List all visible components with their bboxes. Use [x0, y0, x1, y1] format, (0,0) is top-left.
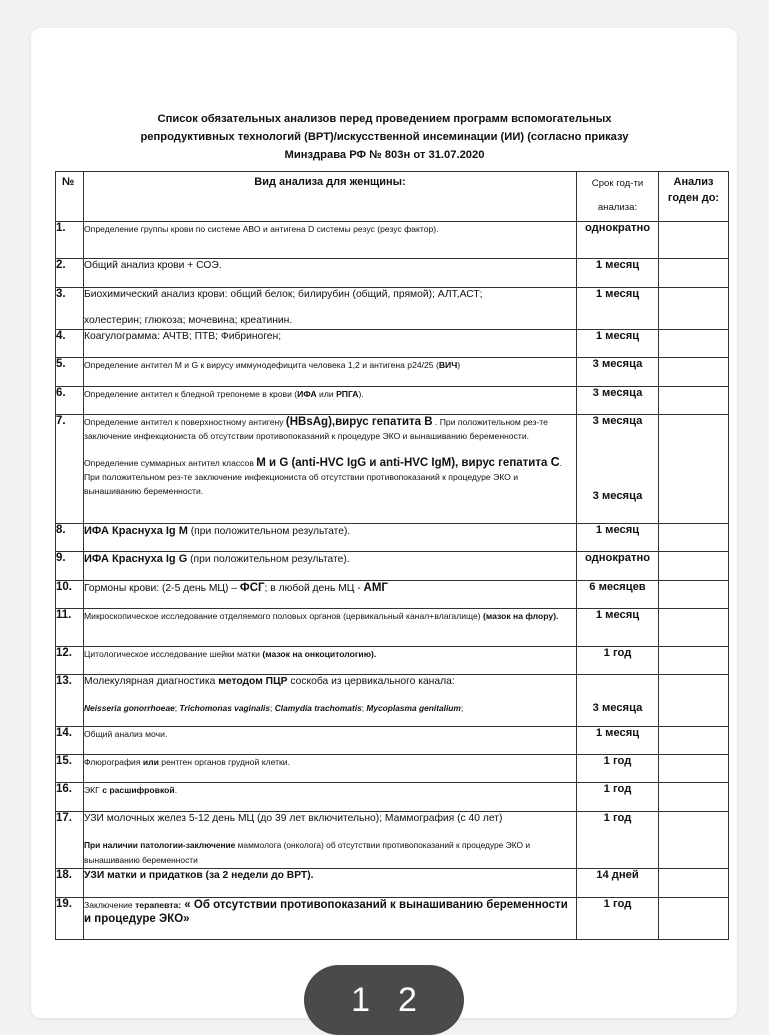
text-run: Общий анализ мочи. — [84, 729, 168, 739]
validity-period — [577, 812, 659, 869]
description-paragraph — [84, 524, 576, 539]
row-number: 13. — [56, 675, 84, 727]
header-valid-line-1: Анализ — [673, 176, 714, 188]
header-desc: Вид анализа для женщины: — [84, 172, 577, 222]
valid-until-cell[interactable] — [659, 647, 729, 675]
validity-period-value: 1 год — [603, 898, 632, 910]
analysis-description — [84, 222, 577, 259]
text-run: УЗИ матки и придатков (за 2 недели до ВРТ). — [84, 870, 314, 881]
text-run: ФСГ — [239, 582, 265, 594]
table-row — [56, 259, 729, 288]
row-number: 16. — [56, 783, 84, 812]
analysis-description — [84, 647, 577, 675]
text-run: Биохимический анализ крови: общий белок; билирубин (общий, прямой); АЛТ,АСТ; — [84, 289, 483, 300]
validity-period-value: 3 месяца — [592, 490, 643, 502]
page-indicator[interactable] — [304, 965, 464, 1035]
validity-period — [577, 869, 659, 898]
row-number: 10. — [56, 581, 84, 609]
text-run: УЗИ молочных желез 5-12 день МЦ (до 39 лет включительно); Маммография (с 40 лет) — [84, 813, 503, 824]
valid-until-cell[interactable] — [659, 783, 729, 812]
validity-period-value: 1 месяц — [595, 288, 640, 300]
validity-period — [577, 259, 659, 288]
text-run: С — [550, 455, 560, 469]
table-row — [56, 415, 729, 524]
text-run: ИФА Краснуха Ig M — [84, 525, 188, 537]
text-run: ; — [361, 703, 367, 713]
valid-until-cell[interactable] — [659, 524, 729, 552]
text-run: . При положительном рез-те заключение инфекциониста об отсутствии противопоказаний к процедуре ЭКО и вынашиванию беременности. — [84, 458, 563, 496]
text-run: ; — [270, 703, 275, 713]
description-paragraph — [84, 898, 576, 926]
validity-period-value: однократно — [584, 222, 651, 234]
description-paragraph — [84, 727, 576, 741]
table-header-row — [56, 172, 729, 222]
header-term — [577, 172, 659, 222]
text-run: Микроскопическое исследование отделяемого половых органов (цервикальный канал+влагалище) — [84, 611, 484, 621]
document-title — [0, 110, 769, 164]
validity-period-value: 1 месяц — [595, 259, 640, 271]
analysis-description — [84, 288, 577, 330]
valid-until-cell[interactable] — [659, 330, 729, 358]
text-run: методом ПЦР — [218, 676, 288, 687]
description-paragraph — [84, 259, 576, 273]
header-num: № — [56, 172, 84, 222]
header-valid-line-2: годен до: — [667, 192, 720, 204]
valid-until-cell[interactable] — [659, 581, 729, 609]
valid-until-cell[interactable] — [659, 259, 729, 288]
text-run: терапевта: — [135, 900, 182, 910]
table-row — [56, 222, 729, 259]
validity-period — [577, 288, 659, 330]
description-paragraph — [84, 314, 576, 328]
text-run: ; — [460, 703, 464, 713]
valid-until-cell[interactable] — [659, 755, 729, 783]
analysis-description — [84, 259, 577, 288]
text-run: (при положительном результате). — [187, 554, 350, 565]
analysis-description — [84, 358, 577, 387]
page-current: 1 — [351, 981, 370, 1019]
table-row — [56, 358, 729, 387]
text-run: . — [174, 785, 178, 795]
validity-period-value: 1 год — [603, 647, 632, 659]
table-row — [56, 675, 729, 727]
analysis-description — [84, 415, 577, 524]
description-paragraph — [84, 222, 576, 236]
header-term-line-2: анализа: — [597, 202, 638, 213]
valid-until-cell[interactable] — [659, 387, 729, 415]
validity-period-value: 1 месяц — [595, 727, 640, 739]
description-paragraph — [84, 812, 576, 826]
table-row — [56, 524, 729, 552]
analyses-table — [55, 171, 729, 940]
description-paragraph — [84, 415, 576, 443]
text-run: ИФА Краснуха Ig G — [84, 553, 188, 565]
text-run: Определение антител M и G к вирусу иммунодефицита человека 1,2 и антигена р24/25 ( — [84, 360, 439, 370]
text-run: ). — [358, 389, 364, 399]
validity-period-value: 3 месяца — [592, 387, 643, 399]
validity-period — [577, 783, 659, 812]
validity-period — [577, 358, 659, 387]
valid-until-cell[interactable] — [659, 675, 729, 727]
validity-period — [577, 581, 659, 609]
text-run: РПГА — [336, 389, 359, 399]
text-run: Коагулограмма: АЧТВ; ПТВ; Фибриноген; — [84, 331, 282, 342]
text-run: « Об отсутствии противопоказаний к вынашиванию беременности и процедуре ЭКО» — [84, 899, 568, 925]
text-run: Флюрография — [84, 757, 143, 767]
text-run: . При положительном рез-те заключение инфекциониста об отсутствии противопоказаний к процедуре ЭКО и вынашиванию беременности. — [84, 417, 548, 441]
description-paragraph — [84, 701, 576, 716]
validity-period — [577, 524, 659, 552]
text-run: маммолога (онколога) об отсутствии противопоказаний к процедуре ЭКО и вынашиванию беременности — [84, 840, 530, 865]
table-row — [56, 288, 729, 330]
valid-until-cell[interactable] — [659, 288, 729, 330]
table-row — [56, 387, 729, 415]
description-paragraph — [84, 455, 576, 498]
table-row — [56, 755, 729, 783]
table-row — [56, 783, 729, 812]
validity-period — [577, 727, 659, 755]
table-row — [56, 330, 729, 358]
text-run: При наличии патологии-заключение — [84, 840, 236, 850]
analysis-description — [84, 609, 577, 647]
valid-until-cell[interactable] — [659, 727, 729, 755]
row-number: 5. — [56, 358, 84, 387]
validity-period — [577, 415, 659, 524]
validity-period — [577, 755, 659, 783]
text-run: ) — [457, 360, 461, 370]
text-run: ИФА — [297, 389, 317, 399]
text-run: Определение суммарных антител классов — [84, 458, 257, 468]
analysis-description — [84, 869, 577, 898]
description-paragraph — [84, 755, 576, 769]
analysis-description — [84, 524, 577, 552]
header-term-line-1: Срок год-ти — [591, 178, 644, 189]
text-run: ; — [174, 703, 180, 713]
table-row — [56, 898, 729, 940]
row-number: 19. — [56, 898, 84, 940]
row-number: 12. — [56, 647, 84, 675]
text-run: Цитологическое исследование шейки матки — [84, 649, 263, 659]
text-run: Определение группы крови по системе АВО и антигена D системы резус (резус фактор). — [84, 224, 439, 234]
text-run: Гормоны крови: (2-5 день МЦ) – — [84, 583, 240, 594]
table-row — [56, 812, 729, 869]
valid-until-cell[interactable] — [659, 898, 729, 940]
valid-until-cell[interactable] — [659, 609, 729, 647]
row-number: 1. — [56, 222, 84, 259]
row-number: 4. — [56, 330, 84, 358]
description-paragraph — [84, 552, 576, 567]
description-paragraph — [84, 581, 576, 596]
valid-until-cell[interactable] — [659, 415, 729, 524]
validity-period-value: 1 год — [603, 755, 632, 767]
table-row — [56, 552, 729, 581]
validity-period — [577, 675, 659, 727]
row-number: 15. — [56, 755, 84, 783]
table-row — [56, 727, 729, 755]
table-row — [56, 869, 729, 898]
valid-until-cell[interactable] — [659, 869, 729, 898]
description-paragraph — [84, 869, 576, 883]
description-paragraph — [84, 838, 576, 868]
row-number: 17. — [56, 812, 84, 869]
validity-period-value: 1 месяц — [595, 330, 640, 342]
table-row — [56, 647, 729, 675]
row-number: 2. — [56, 259, 84, 288]
text-run: Определение антител к бледной трепонеме в крови ( — [84, 389, 298, 399]
row-number: 11. — [56, 609, 84, 647]
text-run: холестерин; глюкоза; мочевина; креатинин. — [84, 315, 293, 326]
validity-period-value: 1 год — [603, 812, 632, 824]
analysis-description — [84, 581, 577, 609]
validity-period — [577, 387, 659, 415]
title-line-2: репродуктивных технологий (ВРТ)/искусственной инсеминации (ИИ) (согласно приказу — [140, 131, 629, 143]
text-run: Определение антител к поверхностному антигену — [84, 417, 286, 427]
text-run: Neisseria gonorrhoeae — [84, 703, 175, 713]
row-number: 6. — [56, 387, 84, 415]
text-run: Mycoplasma genitalium — [366, 703, 461, 713]
analysis-description — [84, 675, 577, 727]
row-number: 3. — [56, 288, 84, 330]
table-row — [56, 581, 729, 609]
header-valid-until — [659, 172, 729, 222]
valid-until-cell[interactable] — [659, 358, 729, 387]
text-run: (мазок на флору). — [483, 611, 559, 621]
text-run: Trichomonas vaginalis — [179, 703, 271, 713]
analysis-description — [84, 898, 577, 940]
text-run: ; в любой день МЦ - — [264, 583, 364, 594]
validity-period-value: 1 год — [603, 783, 632, 795]
text-run: (HBsAg),вирус гепатита В — [285, 416, 433, 428]
page-total: 2 — [398, 981, 417, 1019]
text-run: с расшифровкой — [102, 785, 175, 795]
text-run: АМГ — [363, 582, 388, 594]
text-run: (мазок на онкоцитологию). — [262, 649, 377, 659]
validity-period — [577, 898, 659, 940]
text-run: Clamydia trachomatis — [274, 703, 362, 713]
text-run: рентген органов грудной клетки. — [158, 757, 290, 767]
title-line-3: Минздрава РФ № 803н от 31.07.2020 — [284, 149, 485, 161]
validity-period — [577, 222, 659, 259]
text-run: ВИЧ — [438, 360, 458, 370]
analysis-description — [84, 755, 577, 783]
row-number: 9. — [56, 552, 84, 581]
valid-until-cell[interactable] — [659, 222, 729, 259]
valid-until-cell[interactable] — [659, 812, 729, 869]
description-paragraph — [84, 783, 576, 797]
description-paragraph — [84, 358, 576, 372]
valid-until-cell[interactable] — [659, 552, 729, 581]
validity-period — [577, 647, 659, 675]
text-run: или — [142, 757, 159, 767]
validity-period-value: однократно — [584, 552, 651, 564]
validity-period — [577, 552, 659, 581]
validity-period-value: 1 месяц — [595, 524, 640, 536]
analysis-description — [84, 387, 577, 415]
row-number: 8. — [56, 524, 84, 552]
analysis-description — [84, 812, 577, 869]
validity-period-value: 1 месяц — [595, 609, 640, 621]
description-paragraph — [84, 647, 576, 661]
validity-period-value: 3 месяца — [592, 358, 643, 370]
analysis-description — [84, 552, 577, 581]
text-run: ЭКГ — [84, 785, 103, 795]
row-number: 14. — [56, 727, 84, 755]
text-run: Молекулярная диагностика — [84, 676, 219, 687]
text-run: (при положительном результате). — [187, 526, 351, 537]
validity-period-value: 6 месяцев — [589, 581, 646, 593]
text-run: Общий анализ крови + СОЭ. — [84, 260, 222, 271]
analysis-description — [84, 330, 577, 358]
validity-period — [577, 330, 659, 358]
validity-period-value: 3 месяца — [592, 702, 643, 714]
description-paragraph — [84, 675, 576, 689]
text-run: или — [316, 389, 337, 399]
validity-period-value: 3 месяца — [592, 415, 643, 427]
description-paragraph — [84, 330, 576, 344]
validity-period — [577, 609, 659, 647]
row-number: 18. — [56, 869, 84, 898]
analysis-description — [84, 727, 577, 755]
description-paragraph — [84, 609, 576, 623]
table-row — [56, 609, 729, 647]
description-paragraph — [84, 288, 576, 302]
analysis-description — [84, 783, 577, 812]
description-paragraph — [84, 387, 576, 401]
validity-period-value: 14 дней — [596, 869, 639, 881]
text-run: Заключение — [84, 900, 136, 910]
row-number: 7. — [56, 415, 84, 524]
text-run: соскоба из цервикального канала: — [287, 676, 455, 687]
title-line-1: Список обязательных анализов перед проведением программ вспомогательных — [157, 113, 612, 125]
text-run: М и G (anti-HVC IgG и anti-HVC IgM), вирус гепатита — [256, 457, 551, 469]
